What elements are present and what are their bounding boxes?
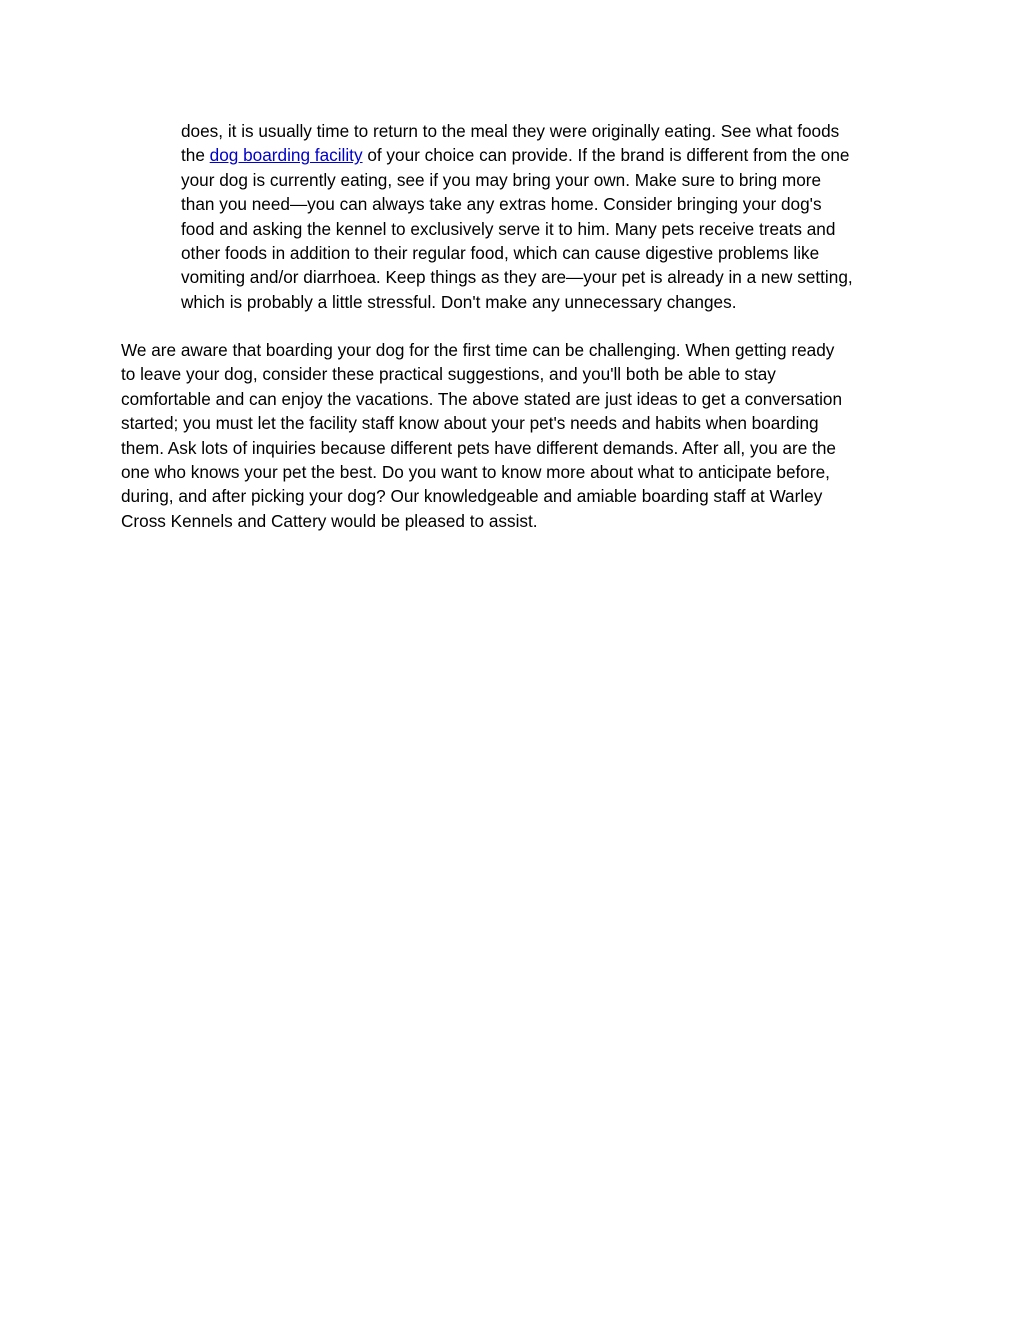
text-line: food and asking the kennel to exclusively serve it to him. Many pets receive treats and	[181, 218, 836, 239]
text-line-with-link	[181, 143, 853, 167]
text-line: vomiting and/or diarrhoea. Keep things as they are—your pet is already in a new setting,	[181, 267, 853, 288]
text-line: comfortable and can enjoy the vacations. The above stated are just ideas to get a conversation	[121, 388, 843, 409]
paragraph-closing	[121, 338, 842, 533]
text-line: your dog is currently eating, see if you may bring your own. Make sure to bring more	[181, 169, 822, 190]
text-fragment: the	[181, 145, 210, 166]
text-line: which is probably a little stressful. Don't make any unnecessary changes.	[181, 291, 737, 312]
text-line: started; you must let the facility staff know about your pet's needs and habits when boarding	[121, 413, 819, 434]
text-line: Cross Kennels and Cattery would be pleased to assist.	[121, 510, 538, 531]
text-line: to leave your dog, consider these practical suggestions, and you'll both be able to stay	[121, 364, 776, 385]
text-line: one who knows your pet the best. Do you want to know more about what to anticipate before,	[121, 462, 830, 483]
text-line: We are aware that boarding your dog for the first time can be challenging. When getting ready	[121, 340, 835, 360]
dog-boarding-facility-link[interactable]: dog boarding facility	[209, 145, 363, 166]
text-line: during, and after picking your dog? Our knowledgeable and amiable boarding staff at Warley	[121, 486, 823, 507]
text-line: them. Ask lots of inquiries because different pets have different demands. After all, you are the	[121, 437, 836, 458]
text-fragment: of your choice can provide. If the brand is different from the one	[362, 145, 850, 166]
text-line: does, it is usually time to return to the meal they were originally eating. See what foods	[181, 121, 840, 141]
text-line: than you need—you can always take any extras home. Consider bringing your dog's	[181, 194, 822, 215]
text-line: other foods in addition to their regular food, which can cause digestive problems like	[181, 243, 820, 264]
paragraph-food-advice	[181, 119, 853, 314]
